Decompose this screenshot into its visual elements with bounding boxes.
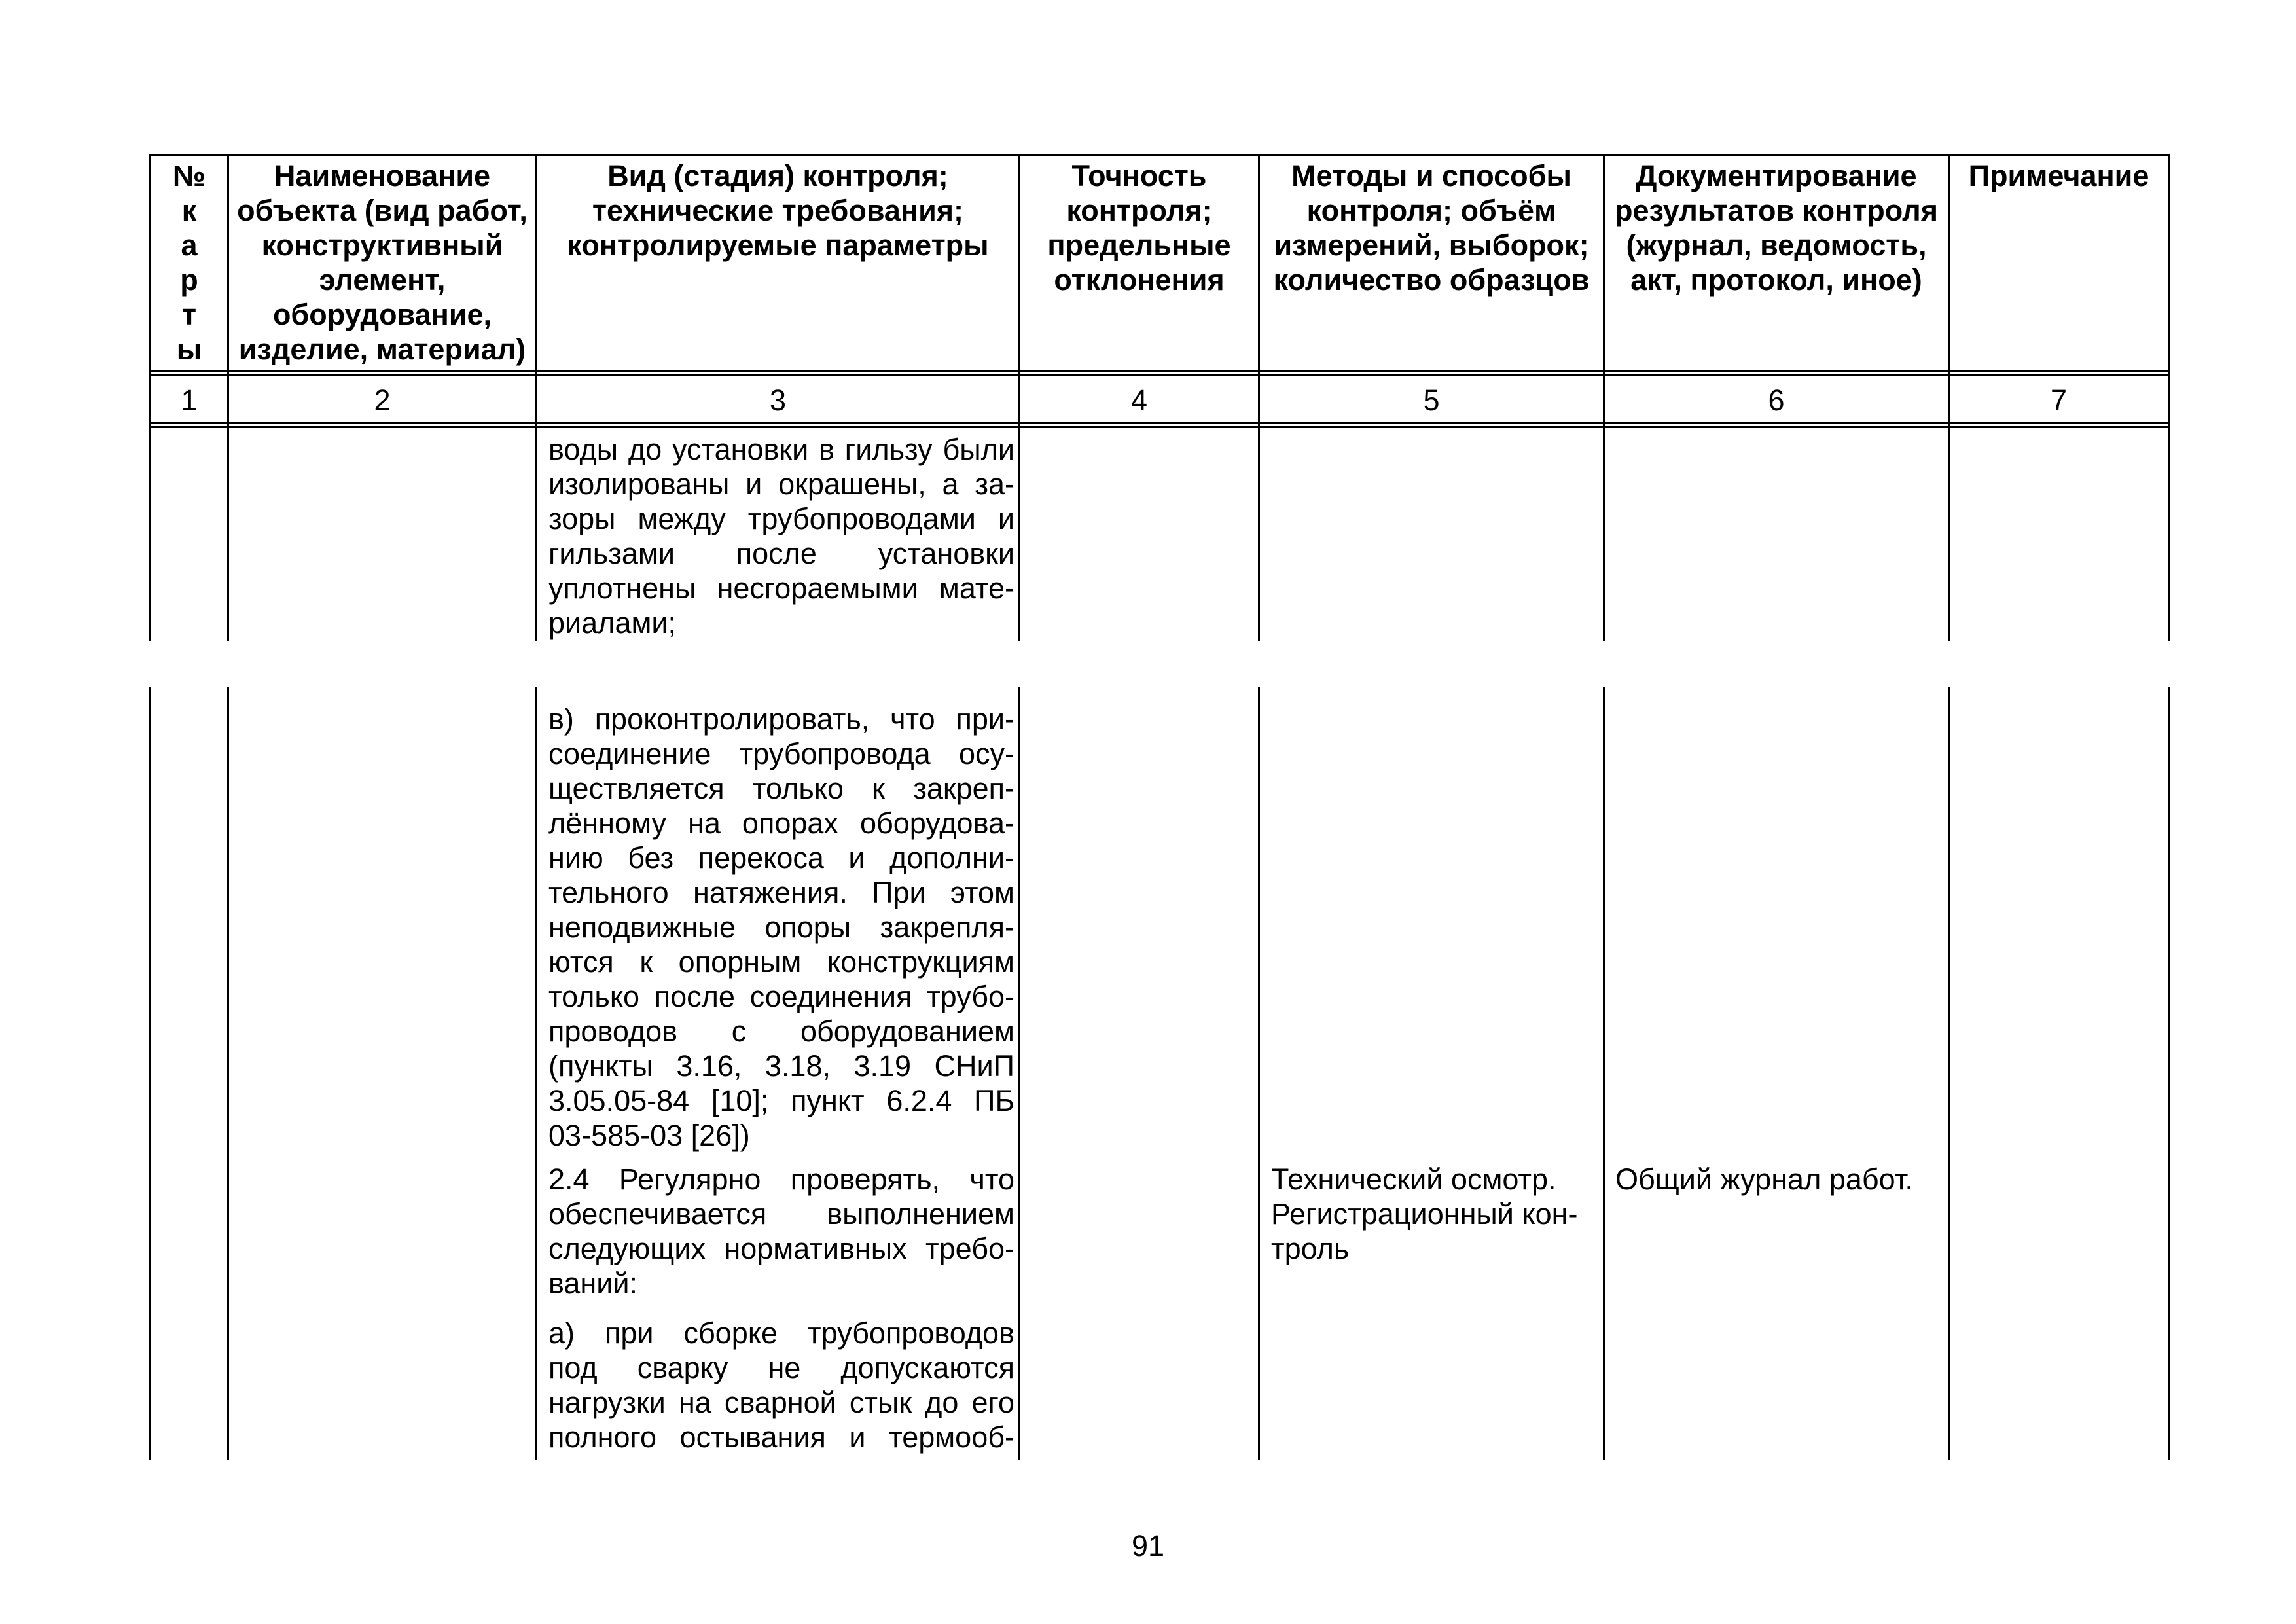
block2-col3-para2: 2.4 Регулярно проверять, что обеспечивается выполнением следующих нормативных требо- ваний: [548,1163,1014,1300]
numbers-bottom-border-1 [149,422,2170,424]
header-control-type: Вид (стадия) контроля; технические требования; контролируемые параметры [567,159,989,262]
header-card-number: № к а р т ы [172,159,206,366]
col-border-5-b2 [1603,687,1605,1460]
header-bottom-border-1 [149,370,2170,372]
col-border-1-b2 [227,687,229,1460]
block2-col3-para1: в) проконтролировать, что при- соединение трубопровода осу- ществляется только к закреп- лённому на опорах оборудова- нию без перекоса и дополни- тельного натяжения. При этом неподвижные опоры закрепля- ются к опорным конструкциям только после соединения трубо- проводов с оборудованием (пункты 3.16, 3.18, 3.19 СНиП 3.05.05-84 [10]; пункт 6.2.4 ПБ 03-585-03 [26]) [548,702,1014,1152]
numbers-bottom-border-2 [149,426,2170,428]
col-border-0-b2 [149,687,151,1460]
table-top-border [149,154,2170,156]
col-border-4-b2 [1258,687,1260,1460]
col-number-3: 3 [769,384,787,417]
header-bottom-border-2 [149,374,2170,376]
col-border-3-b2 [1018,687,1020,1460]
col-border-2-b2 [535,687,537,1460]
col-border-7 [2168,154,2170,641]
header-methods: Методы и способы контроля; объём измерений, выборок; количество образцов [1273,159,1590,297]
block2-col5-methods: Технический осмотр. Регистрационный кон- троль [1271,1163,1578,1265]
col-border-6-b2 [1948,687,1950,1460]
header-accuracy: Точность контроля; предельные отклонения [1047,159,1231,297]
col-number-4: 4 [1130,384,1148,417]
header-object-name: Наименование объекта (вид работ, конструктивный элемент, оборудование, изделие, материал) [237,159,528,366]
page-number: 91 [1131,1529,1165,1562]
col-number-7: 7 [2050,384,2068,417]
block2-col3-para3: а) при сборке трубопроводов под сварку не допускаются нагрузки на сварной стык до его полного остывания и термооб- [548,1316,1014,1454]
header-note: Примечание [1968,159,2149,192]
col-number-1: 1 [181,384,198,417]
col-number-5: 5 [1423,384,1440,417]
col-border-7-b2 [2168,687,2170,1460]
col-number-2: 2 [374,384,391,417]
header-documentation: Документирование результатов контроля (журнал, ведомость, акт, протокол, иное) [1615,159,1938,297]
block2-col6-documentation: Общий журнал работ. [1615,1163,1913,1196]
col-number-6: 6 [1768,384,1785,417]
block1-col3-text: воды до установки в гильзу были изолированы и окрашены, а за- зоры между трубопроводами и гильзами после установки уплотнены несгораемыми мате- риалами; [548,433,1014,640]
